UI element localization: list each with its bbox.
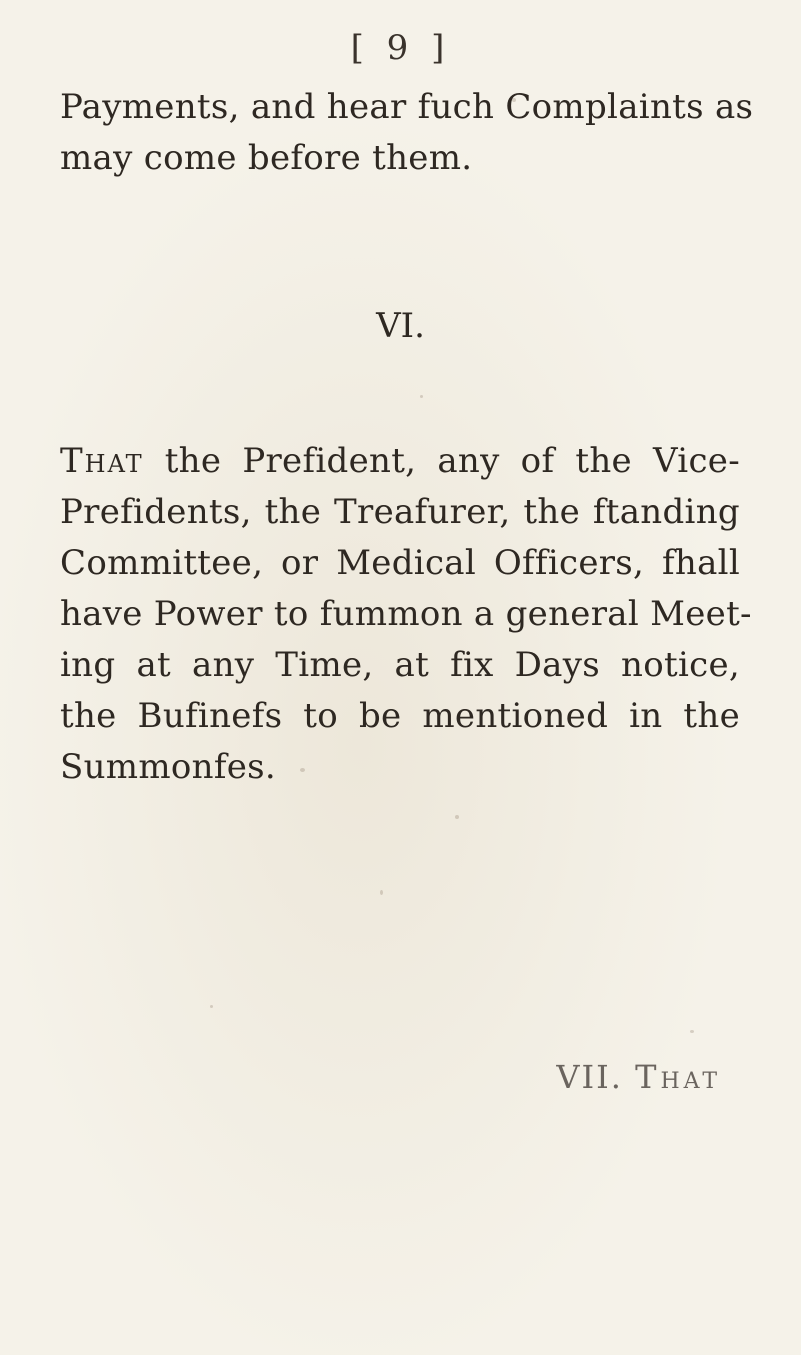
page-number: [ 9 ] <box>350 28 451 68</box>
body-line-7: Summonfes. <box>60 747 276 787</box>
body-line-1-rest: the Prefident, any of the Vice- <box>143 441 740 481</box>
paper-speck <box>512 98 516 102</box>
body-line-4: have Power to fummon a general Meet- <box>60 594 752 634</box>
body-line-1 <box>60 436 740 487</box>
body-line-6: the Bufinefs to be mentioned in the <box>60 696 740 736</box>
body-line-2: Prefidents, the Treafurer, the ftanding <box>60 492 740 532</box>
body-lead-word: That <box>60 441 144 481</box>
intro-line-1: Payments, and hear fuch Complaints as <box>60 87 754 127</box>
paper-speck <box>210 1005 213 1008</box>
paper-speck <box>690 1030 694 1033</box>
body-line-3: Committee, or Medical Officers, fhall <box>60 543 740 583</box>
section-heading: VI. <box>376 306 425 346</box>
paper-speck <box>420 395 423 398</box>
intro-line-2: may come before them. <box>60 138 473 178</box>
paper-speck <box>380 890 383 895</box>
body-paragraph <box>60 436 752 793</box>
body-line-5: ing at any Time, at fix Days notice, <box>60 645 740 685</box>
catchword <box>556 1058 721 1096</box>
catchword-word: That <box>635 1058 721 1096</box>
intro-paragraph <box>60 82 754 184</box>
paper-speck <box>300 768 305 772</box>
paper-speck <box>455 815 459 819</box>
catchword-numeral: VII. <box>556 1058 623 1096</box>
